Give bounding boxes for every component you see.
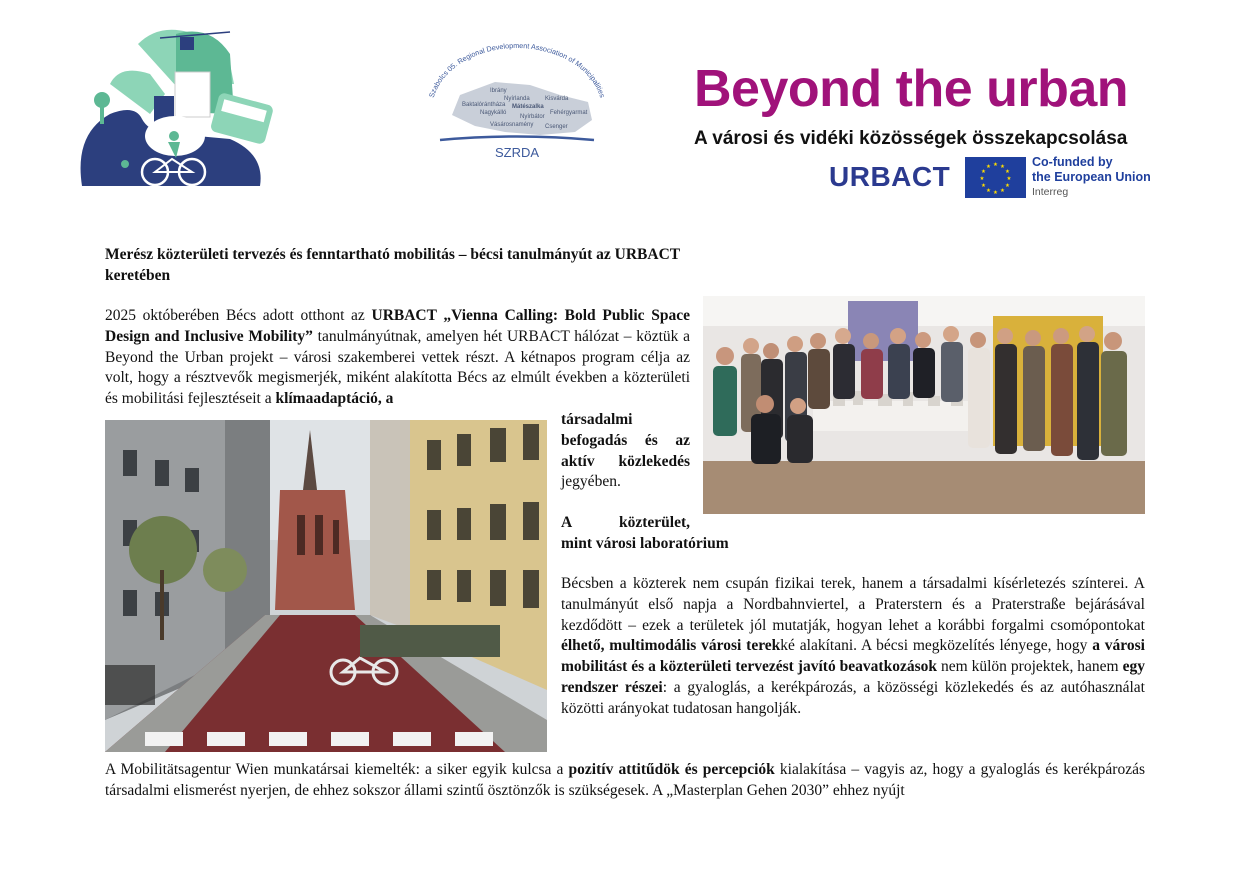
- svg-text:Nyírbátor: Nyírbátor: [520, 114, 545, 120]
- eu-cofunding-label: Co-funded by the European Union Interreg: [1032, 155, 1151, 198]
- svg-text:★: ★: [981, 169, 986, 175]
- body-paragraph: Bécsben a közterek nem csupán fizikai terek, hanem a társadalmi kísérletezés színterei. A tanulmányút első napja a Nordbahnviertel, a Praterstern és a Praterstraße bejárásával kezdődött – ezek a területek jól mutatják, hogyan lehet a korábbi forgalmi csomópontokat élhető, multimodális városi terekké alakítani. A bécsi megközelítés lényege, hogy a városi mobilitást és a közterületi tervezést javító beavatkozások nem külön projektek, hanem egy rendszer részei: a gyaloglás, a kerékpározás, a közösségi közlekedés és az autóhasználat közötti arányokat tudatosan hangolják.: [561, 575, 1145, 717]
- svg-text:★: ★: [1006, 176, 1012, 182]
- mobility-illustration-logo: [80, 24, 275, 189]
- svg-text:Mátészalka: Mátészalka: [512, 104, 544, 110]
- article-headline: Merész közterületi tervezés és fenntartható mobilitás – bécsi tanulmányút az URBACT keretében: [105, 246, 680, 284]
- street-photo: [105, 420, 547, 752]
- urbact-logo: URBACT: [829, 161, 951, 192]
- svg-text:★: ★: [986, 188, 991, 194]
- svg-text:Csenger: Csenger: [545, 124, 568, 130]
- svg-text:★: ★: [1000, 164, 1005, 170]
- svg-text:Vásárosnamény: Vásárosnamény: [490, 122, 534, 128]
- intro-paragraph: 2025 októberében Bécs adott otthont az URBACT „Vienna Calling: Bold Public Space Design and Inclusive Mobility” tanulmányútnak, amelyen hét URBACT hálózat – köztük a Beyond the Urban projekt – városi szakemberei vettek részt. A kétnapos program célja az volt, hogy a résztvevők megismerjék, miként alakította Bécs az elmúlt években a közterületi és mobilitási fejlesztéseit a klímaadaptáció, a: [105, 307, 690, 408]
- svg-text:★: ★: [1005, 169, 1010, 175]
- szrda-logo: [420, 40, 615, 165]
- svg-text:Kisvárda: Kisvárda: [545, 96, 569, 102]
- closing-paragraph: A Mobilitätsagentur Wien munkatársai kiemelték: a siker egyik kulcsa a pozitív attitűdök és percepciók kialakítása – vagyis az, hogy a gyaloglás és kerékpározás társadalmi elismerést nyerjen, de ehhez sokszor állami szintű ösztönzők is szükségesek. A „Masterplan Gehen 2030” ehhez nyújt: [105, 761, 1145, 799]
- szrda-arc-text: Szabolcs 05. Regional Development Association of Municipalities: [426, 40, 608, 99]
- section-heading: A közterület, mint városi laboratórium: [561, 514, 729, 552]
- szrda-acronym: SZRDA: [494, 145, 540, 160]
- intro-paragraph-continuation: társadalmi befogadás és az aktív közlekedés jegyében.: [561, 411, 690, 491]
- svg-text:Nagykálló: Nagykálló: [480, 110, 507, 116]
- svg-text:★: ★: [993, 162, 998, 168]
- svg-text:Ibrány: Ibrány: [490, 88, 507, 94]
- project-title: Beyond the urban: [694, 60, 1129, 118]
- svg-text:Nyírlanda: Nyírlanda: [504, 96, 530, 102]
- svg-text:★: ★: [986, 164, 991, 170]
- svg-text:Fehérgyarmat: Fehérgyarmat: [550, 110, 588, 116]
- project-subtitle: A városi és vidéki közösségek összekapcsolása: [694, 128, 1128, 149]
- svg-text:★: ★: [1005, 183, 1010, 189]
- group-photo: [703, 296, 1145, 514]
- svg-text:★: ★: [981, 183, 986, 189]
- svg-text:Baktalórántháza: Baktalórántháza: [462, 102, 506, 108]
- eu-flag-icon: [965, 157, 1026, 198]
- svg-text:★: ★: [979, 176, 985, 182]
- svg-text:★: ★: [993, 190, 998, 196]
- svg-text:★: ★: [1000, 188, 1005, 194]
